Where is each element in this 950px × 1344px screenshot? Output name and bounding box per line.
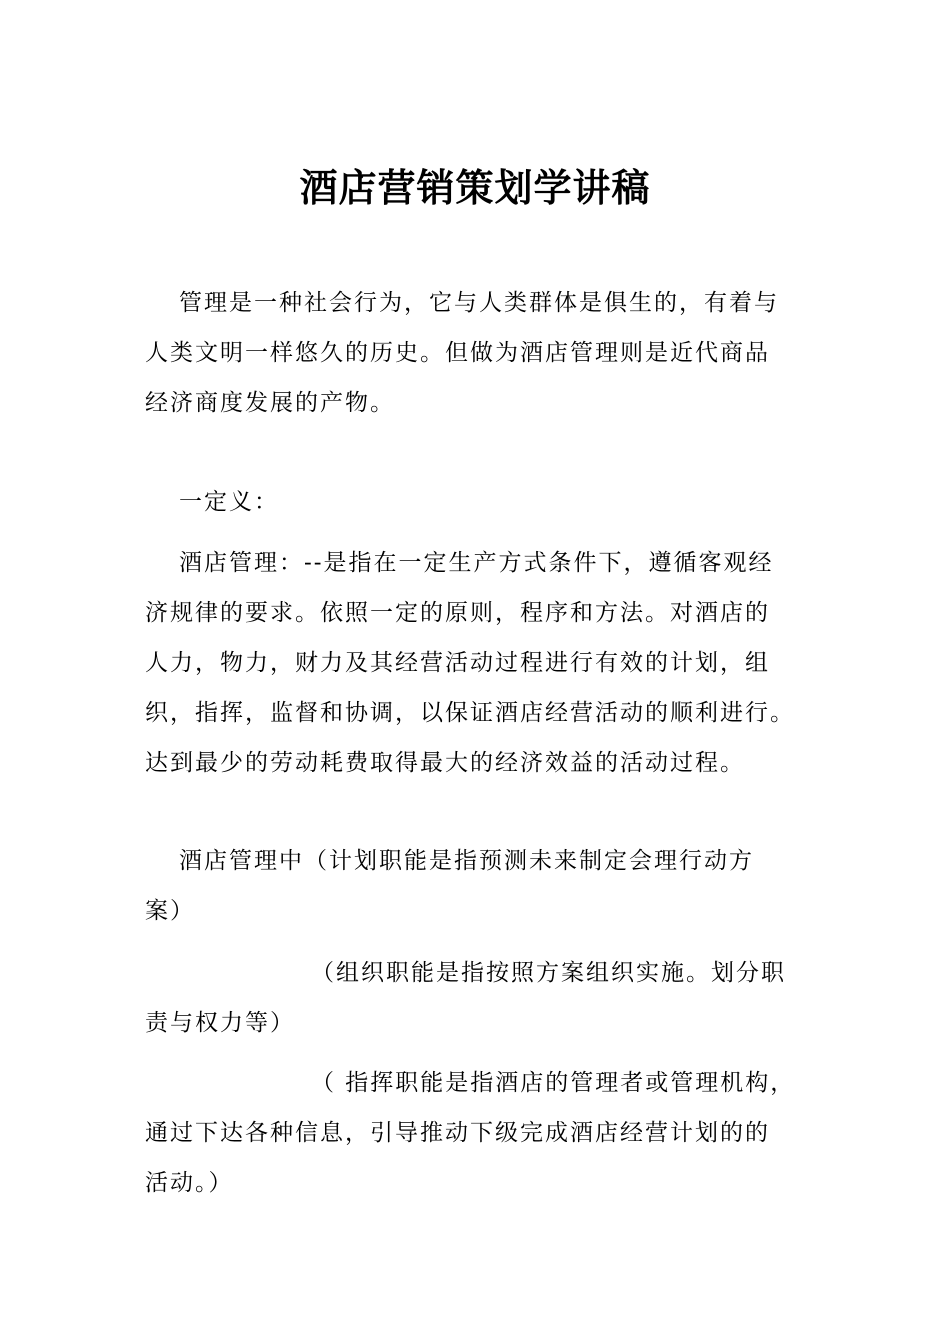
function-line: 通过下达各种信息，引导推动下级完成酒店经营计划的的	[145, 1120, 770, 1146]
function-line: 责与权力等）	[145, 1010, 295, 1036]
intro-line: 管理是一种社会行为，它与人类群体是俱生的，有着与	[179, 290, 779, 316]
intro-line: 经济商度发展的产物。	[145, 390, 395, 416]
intro-line: 人类文明一样悠久的历史。但做为酒店管理则是近代商品	[145, 340, 770, 366]
function-line: 活动。）	[145, 1170, 234, 1196]
intro-paragraph	[145, 278, 795, 428]
function-line: （ 指挥职能是指酒店的管理者或管理机构，	[311, 1070, 796, 1096]
definition-paragraph	[145, 538, 795, 788]
definition-line: 人力，物力，财力及其经营活动过程进行有效的计划，组	[145, 650, 770, 676]
definition-line: 织，指挥，监督和协调，以保证酒店经营活动的顺利进行。	[145, 700, 795, 726]
function-line: （组织职能是指按照方案组织实施。划分职	[311, 960, 786, 986]
directing-function-paragraph	[145, 1058, 795, 1208]
organizing-function-paragraph	[145, 948, 795, 1048]
definition-heading	[145, 477, 795, 527]
function-line: 酒店管理中（计划职能是指预测未来制定会理行动方	[179, 848, 754, 874]
planning-function-paragraph	[145, 836, 795, 936]
section-heading: 一定义：	[179, 489, 279, 515]
definition-line: 济规律的要求。依照一定的原则，程序和方法。对酒店的	[145, 600, 770, 626]
definition-line: 酒店管理：--是指在一定生产方式条件下，遵循客观经	[179, 550, 774, 576]
function-line: 案）	[145, 898, 195, 924]
definition-line: 达到最少的劳动耗费取得最大的经济效益的活动过程。	[145, 750, 745, 776]
document-title: 酒店营销策划学讲稿	[299, 165, 651, 210]
